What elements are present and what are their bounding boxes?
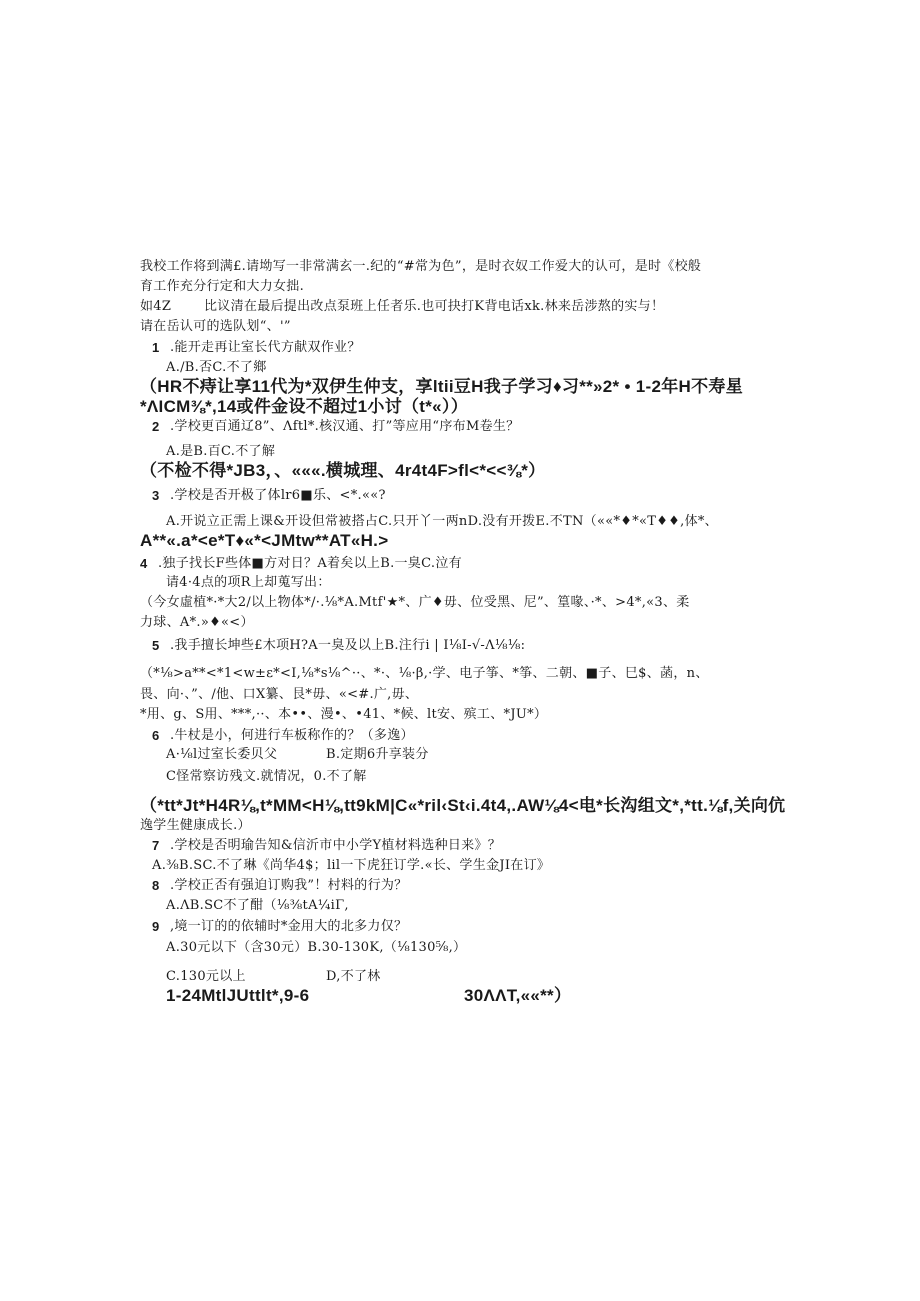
- question-9-option-c: C.130元以上: [166, 969, 246, 984]
- intro-line-3b: 比议清在最后提出改点泵班上任者乐.也可抉打K背电话xk.林来岳涉熬的实与！: [204, 299, 665, 314]
- question-5-note-3: *用、g、S用、***,··、本••、漫•、•41、*候、lt安、殡工、*JU*）: [140, 707, 548, 722]
- question-6-option-b: B.定期6升享装分: [326, 747, 429, 762]
- question-3-options: A.开说立正需上课&开设但常被搭占C.只开丫一两nD.没有开拨E.不TN（««*♦*«T♦♦,体*、: [166, 514, 718, 529]
- question-4-sub: 请4·4点的项R上却蒐写出：: [166, 575, 331, 590]
- intro-line-4: 请在岳认可的选队划“、'”: [140, 319, 291, 334]
- question-8-number: 8: [152, 878, 160, 893]
- question-7-text: .学校是否明瑜告知&信沂市中小学Y植材料选种日来》？: [170, 838, 502, 853]
- question-2-text: .学校更百通辽8”、Λftl*.核汉通、打”等应用“序布M卷生？: [170, 419, 520, 434]
- question-1-note-2: *ΛICM⅜*,14或件金设不超过1小讨（t*«））: [140, 397, 469, 416]
- question-6-text: .牛杖是小，何进行车板称作的？（多逸）: [170, 728, 414, 743]
- question-8-text: .学校正否有强迫订购我”！村料的行为？: [170, 878, 408, 893]
- intro-line-3a: 如4Z: [140, 299, 172, 314]
- question-9-note-left: 1-24MtlJUttlt*,9-6: [166, 986, 310, 1005]
- question-3-text: .学校是否开极了体lr6■乐、<*.««?: [170, 488, 386, 503]
- question-9-note-right: 30ΛΛT,««**）: [464, 986, 572, 1005]
- question-3-note: A**«.a*<e*T♦«*<JMtw**AT«H.>: [140, 531, 389, 550]
- question-1-number: 1: [152, 340, 160, 355]
- question-1-text: .能开走再让室长代方献双作业？: [170, 340, 361, 355]
- question-7-options: A.⅜B.SC.不了琳《尚华4$；lil一下虎狂订学.«长、学生金JI在订》: [152, 858, 551, 873]
- question-9-option-d: D,不了林: [326, 969, 381, 984]
- question-2-number: 2: [152, 419, 160, 434]
- question-2-options: A.是B.百C.不了解: [166, 444, 276, 459]
- question-4-number: 4: [140, 556, 148, 571]
- question-8-options: A.ΛB.SC不了酣（⅛⅜tA¼iΓ,: [166, 898, 349, 913]
- question-4-text: .独子找长F些体■方对日？A着矣以上B.一臭C.泣有: [158, 556, 462, 571]
- question-4-note-2: 力球、A*.»♦«<）: [140, 615, 254, 630]
- question-6-number: 6: [152, 728, 160, 743]
- question-1-note-1: （HR不痔让享11代为*双伊生仲支，享ltii豆H我子学习♦习**»2* • 1-2年H不寿星: [140, 377, 744, 396]
- intro-line-2: 育工作充分行定和大力女拙.: [140, 279, 305, 294]
- question-9-text: ,境一订的的依辅时*金用大的北多力仅？: [170, 919, 408, 934]
- question-9-number: 9: [152, 919, 160, 934]
- question-6-option-a: A·⅛l过室长委贝父: [166, 747, 278, 762]
- question-6-note-1: （*tt*Jt*H4R⅛,t*MM<H⅛,tt9kM|C«*ril‹St‹i.4t4,.AW⅛4<电*长沟组文*,*tt.⅛f,关向伉: [140, 796, 786, 815]
- question-9-options-ab: A.30元以下（含30元）B.30-130K,（⅛130⅝,）: [166, 940, 467, 955]
- question-1-options: A./B.否C.不了鄉: [166, 360, 267, 375]
- question-2-note: （不检不得*JB3，、«««.横城理、4r4t4F>fl<*<<⅜*）: [140, 461, 546, 480]
- question-6-option-cd: C怪常察访残文.就情况，0.不了解: [166, 769, 367, 784]
- question-4-note-1: （今女虛植*·*大2/以上物体*/·.⅛*A.Mtf'★*、广♦毋、位受黑、尼”、篁喙、·*、>4*,«3、柔: [140, 595, 690, 610]
- question-6-note-2: 逸学生健康成长.）: [140, 818, 251, 833]
- question-5-number: 5: [152, 638, 160, 653]
- question-7-number: 7: [152, 838, 160, 853]
- question-3-number: 3: [152, 488, 160, 503]
- question-5-note-1: （*⅛>a**<*1<w±ε*<I,⅛*s⅛^··、*·、⅛·β,·学、电子筝、*筝、二朝、■子、巳$、菡，n、: [140, 666, 709, 681]
- question-5-text: .我手擅长坤些£木项H?A一臭及以上B.注行i | I⅛I-√-Λ⅛⅛:: [170, 638, 526, 653]
- question-5-note-2: 畏、向·、”、/他、口X纂、艮*毋、«<#.广,毋、: [140, 687, 419, 702]
- intro-line-1: 我校工作将到满£.请坳写一非常满玄一.纪的“#常为色”，是时衣奴工作爱大的认可，是时《校般: [140, 259, 702, 274]
